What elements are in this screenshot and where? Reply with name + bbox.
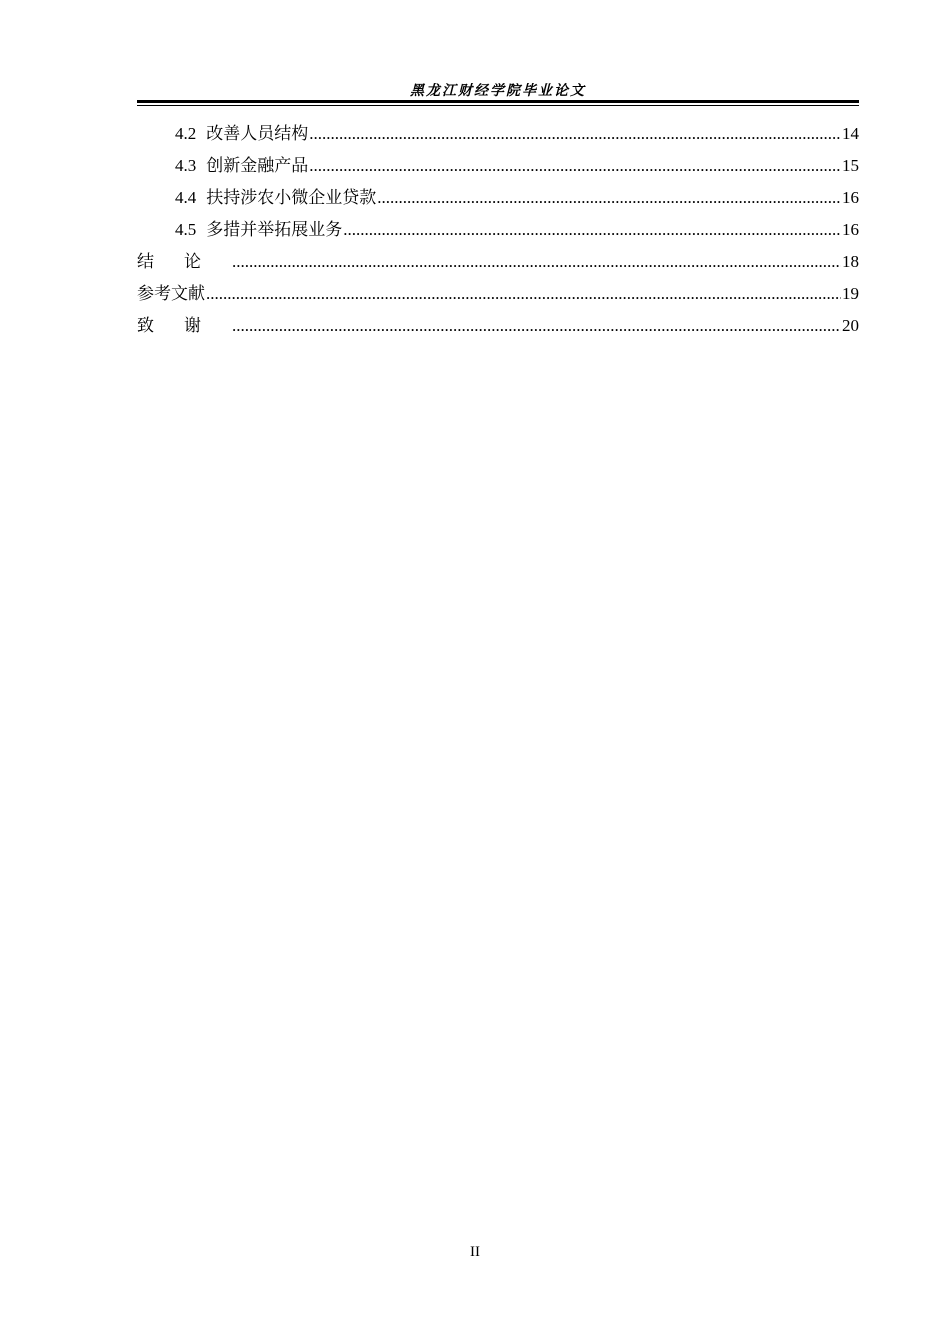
- toc-entry-page: 18: [842, 252, 859, 271]
- header-rule-thin: [137, 105, 859, 106]
- toc-entry[interactable]: [137, 310, 859, 342]
- toc-dot-leader: [343, 214, 841, 246]
- toc-entry-title: 扶持涉农小微企业贷款: [206, 188, 377, 208]
- toc-dot-leader: [377, 182, 841, 214]
- toc-entry-title: 创新金融产品: [206, 156, 309, 176]
- toc-entry-title: 改善人员结构: [206, 124, 309, 144]
- toc-dot-leader: [206, 278, 841, 310]
- toc-entry-page: 14: [842, 124, 859, 143]
- toc-entry-title: 参考文献: [137, 284, 205, 304]
- toc-entry-title: 结论: [137, 252, 231, 272]
- header-rule-thick: [137, 100, 859, 103]
- toc-entry-page: 19: [842, 284, 859, 303]
- toc-entry-page: 16: [842, 220, 859, 239]
- table-of-contents: [137, 118, 859, 342]
- toc-entry-title: 致谢: [137, 316, 231, 336]
- toc-entry-title: 多措并举拓展业务: [206, 220, 343, 240]
- toc-dot-leader: [232, 246, 841, 278]
- toc-entry-page: 20: [842, 316, 859, 335]
- toc-entry[interactable]: [137, 118, 859, 150]
- toc-entry-page: 15: [842, 156, 859, 175]
- toc-entry-number: 4.2: [175, 124, 197, 143]
- toc-entry[interactable]: [137, 214, 859, 246]
- toc-entry[interactable]: [137, 278, 859, 310]
- toc-entry-number: 4.3: [175, 156, 197, 175]
- toc-entry-page: 16: [842, 188, 859, 207]
- toc-entry-number: 4.5: [175, 220, 197, 239]
- toc-entry-number: 4.4: [175, 188, 197, 207]
- toc-dot-leader: [309, 150, 841, 182]
- page-header-title: 黑龙江财经学院毕业论文: [410, 83, 586, 99]
- toc-dot-leader: [309, 118, 841, 150]
- toc-entry[interactable]: [137, 182, 859, 214]
- toc-dot-leader: [232, 310, 841, 342]
- page-number: II: [470, 1244, 480, 1260]
- toc-entry[interactable]: [137, 150, 859, 182]
- toc-entry[interactable]: [137, 246, 859, 278]
